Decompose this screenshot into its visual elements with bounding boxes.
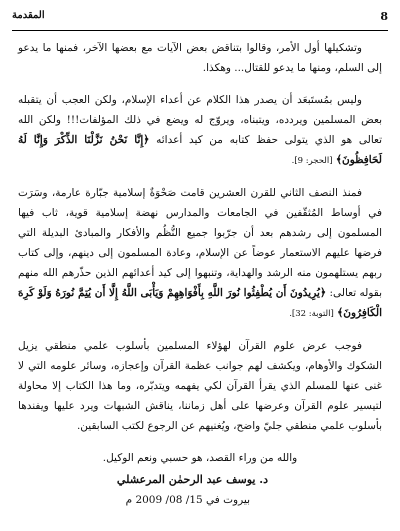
paragraph-3-text: فمنذ النصف الثاني للقرن العشرين قامت صَحْوَةٌ إسلامية جبّارة عارمة، وسَرَت في أوساط المُثقّفين في الجامعات والمدارس نهضة إسلامية قوية، ثاب فيها المسلمون إلى رشدهم بعد أن جرّبوا جميع النُّظُم والأفكار والمبادئ البديلة التي فرضها عليهم الاستعمار عوضاً عن الإسلام، وعادة المسلمون إلى دينهم، وإلى كتاب ربهم يستلهمون منه الرشد والهداية، وتنبهوا إلى كيد أعدائهم الذين حذّرهم الله منهم بقوله تعالى: — [18, 187, 382, 299]
paragraph-4-text: فوجب عرض علوم القرآن لهؤلاء المسلمين بأسلوب علمي منطقي يزيل الشكوك والأوهام، ويكشف لهم جوانب عظمة القرآن وإعجازه، وسائر علومه التي لا غنى عنها للمسلم الذي يقرأ القرآن لكي يفهمه ويتدبّره، وما هذا الكتاب إلا محاولة لتيسير علوم القرآن وعرضها على أهل زماننا، يناقش الشبهات ويرد عليها ويفندها بأسلوب علمي منطقي جليّ واضح، ويُغنيهم عن الرجوع لكتب السابقين. — [18, 340, 382, 432]
quran-quote-at-tawbah: ﴿يُرِيدُونَ أَن يُطْفِئُوا نُورَ اللَّهِ بِأَفْوَاهِهِمْ وَيَأْبَى اللَّهُ إِلَّا أَن يُتِمَّ نُورَهُ وَلَوْ كَرِهَ الْكَافِرُونَ﴾ — [18, 287, 382, 319]
page-header — [12, 8, 388, 31]
date-line: بيروت في 15/ 08/ 2009 م — [125, 494, 250, 506]
paragraph-1-text: وتشكيلها أول الأمر، وقالوا بتناقض بعض الآيات مع بعضها الآخر، فمنها ما يدعو إلى السلم، ومنها ما يدعو للقتال... وهكذا. — [18, 42, 382, 74]
paragraph-3 — [18, 183, 382, 324]
author-signature: د. يوسف عبد الرحمٰن المرعشلي — [116, 473, 268, 486]
paragraph-2-text: وليس بمُستَبعَد أن يصدر هذا الكلام عن أعداء الإسلام، ولكن العجب أن يتقبله بعض المسلمين ويردده، ويتبناه، ويروّج له ويضع في ذلك المؤلفات!!! ولكن الله تعالى هو الذي يتولى حفظ كتابه من كيد أعدائه — [18, 94, 382, 146]
paragraph-2 — [18, 90, 382, 171]
chapter-title: المقدمة — [12, 10, 45, 21]
page-number: 8 — [380, 10, 388, 23]
quran-reference-at-tawbah: [التوبة: 32]. — [289, 309, 334, 319]
quran-quote-al-hijr: ﴿إِنَّا نَحْنُ نَزَّلْنَا الذِّكْرَ وَإِنَّا لَهُ لَحَافِظُونَ﴾ — [18, 134, 382, 166]
paragraph-1 — [18, 38, 382, 78]
paragraph-4 — [18, 336, 382, 436]
quran-reference-al-hijr: [الحجر: 9]. — [291, 156, 333, 166]
closing-line: والله من وراء القصد، هو حسبي ونعم الوكيل. — [102, 452, 298, 464]
body-text — [18, 38, 382, 468]
